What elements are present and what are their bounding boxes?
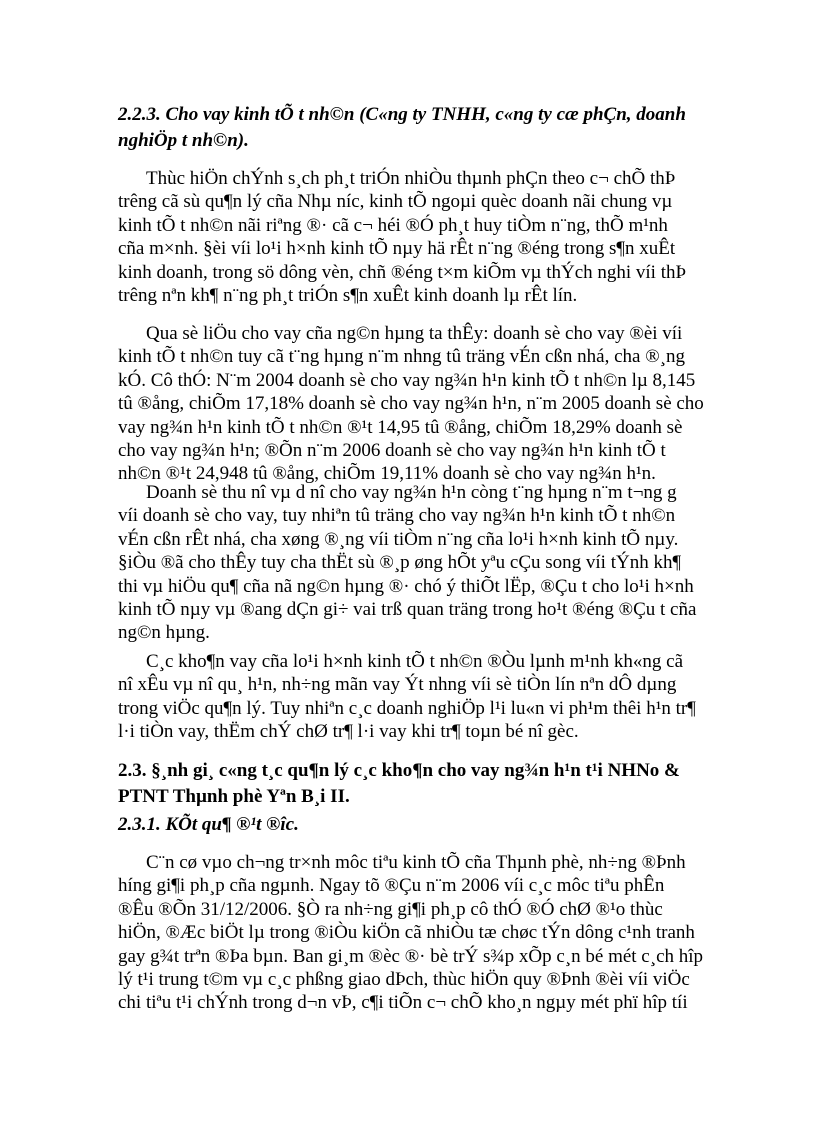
heading-line: PTNT Thµnh phè Yªn B¸i II. (118, 786, 350, 807)
text-line: híng gi¶i ph¸p cña ngµnh. Ngay tõ ®Çu n¨m 2006 víi c¸c môc tiªu phÊn (118, 875, 665, 897)
text-line: ng©n hµng. (118, 622, 210, 644)
text-line: C¨n cø vµo ch¬ng tr×nh môc tiªu kinh tÕ cña Thµnh phè, nh÷ng ®Þnh (146, 852, 686, 873)
text-line: C¸c kho¶n vay cña lo¹i h×nh kinh tÕ t nh©n ®Òu lµnh m¹nh kh«ng cã (146, 651, 684, 672)
text-line: Qua sè liÖu cho vay cña ng©n hµng ta thÊy: doanh sè cho vay ®èi víi (146, 323, 683, 344)
text-line: víi doanh sè cho vay, tuy nhiªn tû träng cho vay ng¾n h¹n kinh tÕ t nh©n (118, 505, 676, 527)
text-line: §iÒu ®ã cho thÊy tuy cha thËt sù ®¸p øng hÕt yªu cÇu song víi tÝnh kh¶ (118, 552, 682, 574)
section-2-3-heading (118, 758, 698, 810)
section-2-3-1-heading (118, 812, 698, 838)
text-line: trêng nªn kh¶ n¨ng ph¸t triÓn s¶n xuÊt kinh doanh lµ rÊt lín. (118, 285, 578, 307)
text-line: lý t¹i trung t©m vµ c¸c phßng giao dÞch, thùc hiÖn quy ®Þnh ®èi víi viÖc (118, 969, 690, 991)
text-line: cña m×nh. §èi víi lo¹i h×nh kinh tÕ nµy hä rÊt n¨ng ®éng trong s¶n xuÊt (118, 238, 676, 260)
text-line: hiÖn, ®Æc biÖt lµ trong ®iÒu kiÖn cã nhiÒu tæ chøc tÝn dông c¹nh tranh (118, 922, 695, 944)
heading-line: nghiÖp t nh©n). (118, 130, 249, 151)
text-line: trong viÖc qu¶n lý. Tuy nhiªn c¸c doanh nghiÖp l¹i lu«n vi ph¹m thêi h¹n tr¶ (118, 697, 696, 719)
paragraph-2 (118, 322, 704, 486)
text-line: kinh tÕ t nh©n tuy cã t¨ng hµng n¨m nhng tû träng vÉn cßn nhá, cha ®¸ng (118, 346, 685, 368)
text-line: chi tiªu t¹i chÝnh trong d¬n vÞ, c¶i tiÕn c¬ chÕ kho¸n ngµy mét phï hîp tíi (118, 992, 688, 1014)
text-line: nh©n ®¹t 24,948 tû ®ång, chiÕm 19,11% doanh sè cho vay ng¾n h¹n. (118, 463, 656, 485)
text-line: gay g¾t trªn ®Þa bµn. Ban gi¸m ®èc ®· bè trÝ s¾p xÕp c¸n bé mét c¸ch hîp (118, 945, 704, 967)
text-line: kÓ. Cô thÓ: N¨m 2004 doanh sè cho vay ng¾n h¹n kinh tÕ t nh©n lµ 8,145 (118, 369, 696, 391)
heading-line: 2.2.3. Cho vay kinh tÕ t nh©n (C«ng ty TNHH, c«ng ty cæ phÇn, doanh (118, 104, 686, 125)
section-2-2-3-heading (118, 102, 698, 154)
text-line: tû ®ång, chiÕm 17,18% doanh sè cho vay ng¾n h¹n, n¨m 2005 doanh sè cho (118, 393, 704, 415)
paragraph-4 (118, 650, 698, 744)
heading-line: 2.3. §¸nh gi¸ c«ng t¸c qu¶n lý c¸c kho¶n cho vay ng¾n h¹n t¹i NHNo & (118, 760, 680, 781)
heading-line: 2.3.1. KÕt qu¶ ®¹t ®îc. (118, 814, 299, 835)
text-line: thi vµ hiÖu qu¶ cña nã ng©n hµng ®· chó ý thiÕt lËp, ®Çu t cho lo¹i h×nh (118, 575, 694, 597)
text-line: Doanh sè thu nî vµ d nî cho vay ng¾n h¹n còng t¨ng hµng n¨m t¬ng g (146, 482, 677, 503)
text-line: vÉn cßn rÊt nhá, cha xøng ®¸ng víi tiÒm n¨ng cña lo¹i h×nh kinh tÕ nµy. (118, 528, 679, 550)
text-line: nî xÊu vµ nî qu¸ h¹n, nh÷ng mãn vay Ýt nhng víi sè tiÒn lín nªn dÔ dµng (118, 674, 677, 696)
paragraph-1 (118, 167, 698, 307)
text-line: kinh tÕ t nh©n nãi riªng ®· cã c¬ héi ®Ó ph¸t huy tiÒm n¨ng, thÕ m¹nh (118, 214, 668, 236)
text-line: trêng cã sù qu¶n lý cña Nhµ níc, kinh tÕ ngoµi quèc doanh nãi chung vµ (118, 191, 673, 213)
text-line: ®Êu ®Õn 31/12/2006. §Ò ra nh÷ng gi¶i ph¸p cô thÓ ®Ó chØ ®¹o thùc (118, 898, 663, 920)
text-line: Thùc hiÖn chÝnh s¸ch ph¸t triÓn nhiÒu thµnh phÇn theo c¬ chÕ thÞ (146, 168, 676, 189)
paragraph-5 (118, 851, 704, 1015)
text-line: cho vay ng¾n h¹n; ®Õn n¨m 2006 doanh sè cho vay ng¾n h¹n kinh tÕ t (118, 440, 666, 462)
text-line: vay ng¾n h¹n kinh tÕ t nh©n ®¹t 14,95 tû ®ång, chiÕm 18,29% doanh sè (118, 416, 683, 438)
text-line: l·i tiÒn vay, thËm chÝ chØ tr¶ l·i vay khi tr¶ toµn bé nî gèc. (118, 721, 579, 743)
text-line: kinh doanh, trong sö dông vèn, chñ ®éng t×m kiÕm vµ thÝch nghi víi thÞ (118, 261, 687, 283)
text-line: kinh tÕ nµy vµ ®ang dÇn gi÷ vai trß quan träng trong ho¹t ®éng ®Çu t cña (118, 599, 697, 621)
paragraph-3 (118, 481, 698, 645)
